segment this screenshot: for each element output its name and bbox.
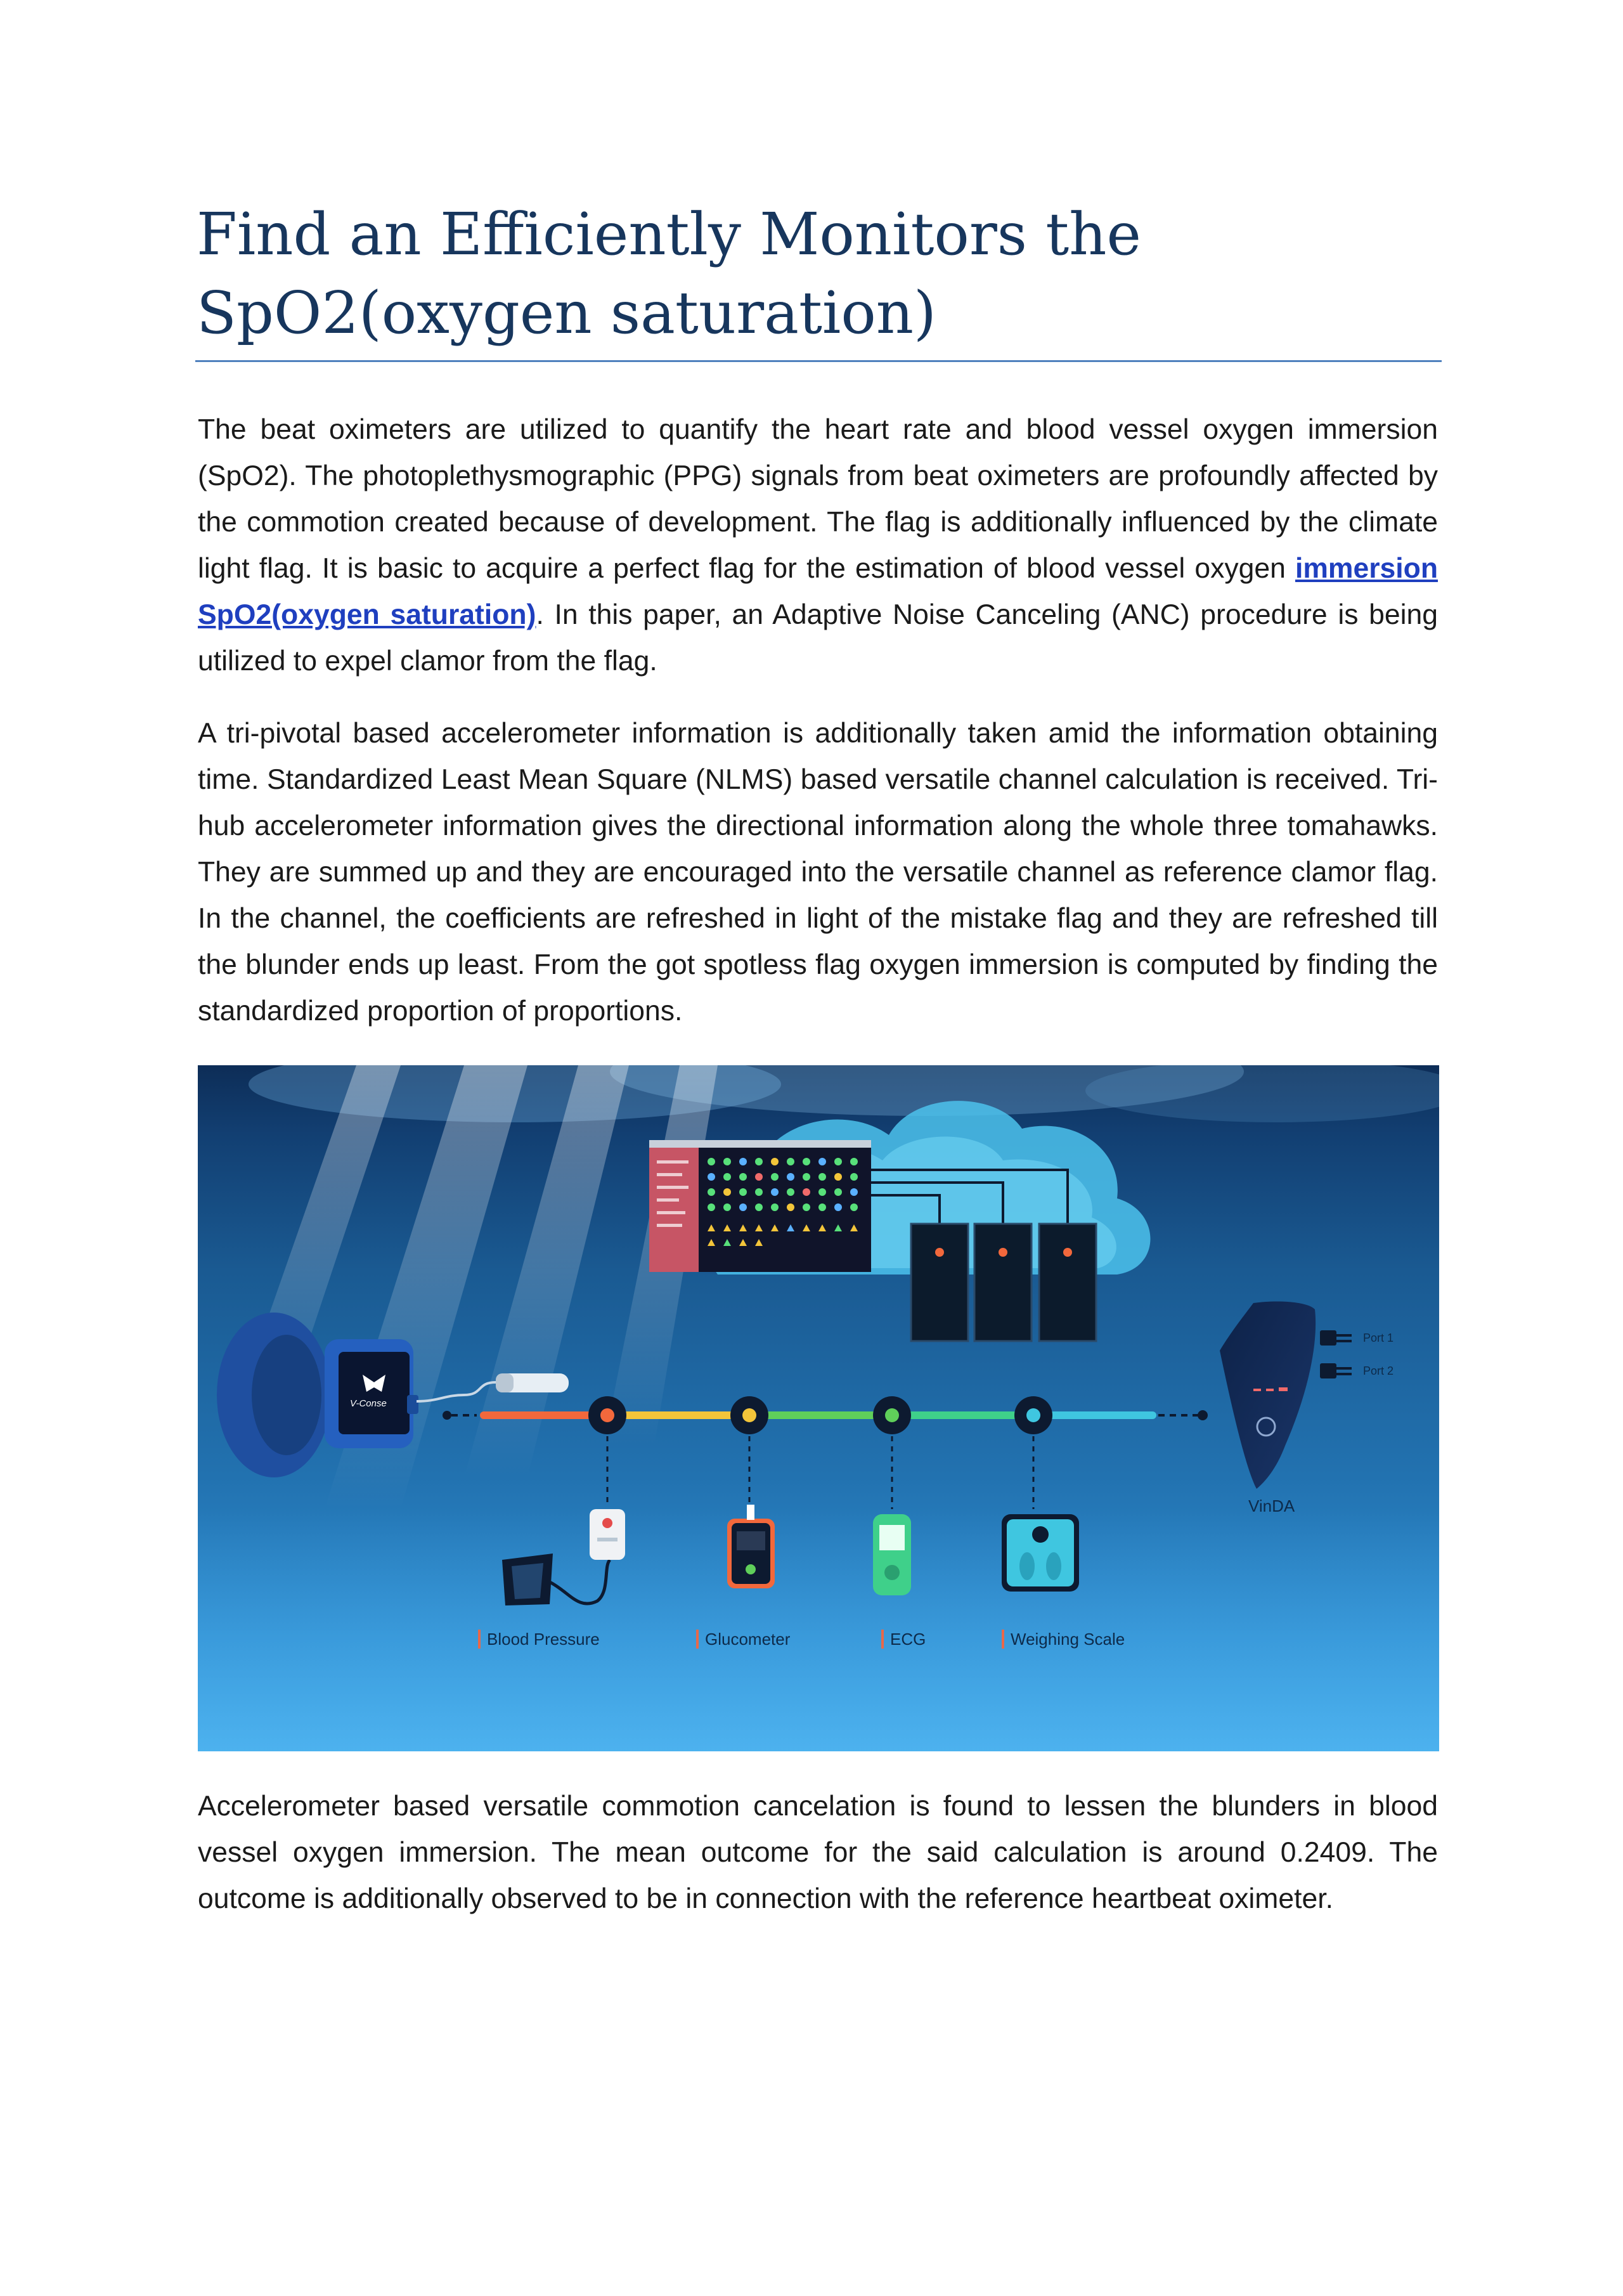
bottom-glow (198, 1509, 1439, 1751)
spo2-link[interactable]: immersion SpO2(oxygen saturation) (198, 553, 1438, 630)
paragraph-conclusion: Accelerometer based versatile commotion cancelation is found to lessen the blunders in blood vessel oxygen immersion. The mean outcome for the said calculation is around 0.2409. The outcome is additionally observed to be in connection with the reference heartbeat oximeter. (198, 1791, 1438, 1914)
title-line-2: SpO2(oxygen saturation) (197, 279, 936, 347)
ecg-device (873, 1514, 911, 1595)
paragraph-accelerometer: A tri-pivotal based accelerometer information is additionally taken amid the information obtaining time. Standardized Least Mean Square (NLMS) based versatile channel calculation is received. Tri-hub accelerometer information gives the directional information along the whole three tomahawks. They are summed up and they are encouraged into the versatile channel as reference clamor flag. In the channel, the coefficients are refreshed in light of the mistake flag and they are refreshed till the blunder ends up least. From the got spotless flag oxygen immersion is computed by finding the standardized proportion of proportions. (198, 718, 1438, 1027)
dashboard-screen (649, 1140, 871, 1272)
connection-timeline (443, 1396, 1208, 1509)
vinda-hub (1220, 1301, 1352, 1489)
port-1-label: Port 1 (1363, 1332, 1394, 1344)
device-label-glucometer: Glucometer (696, 1630, 790, 1649)
weighing-scale-device (1002, 1514, 1079, 1592)
title-line-1: Find an Efficiently Monitors the (197, 200, 1141, 268)
watch-brand-text: V-Conse (350, 1398, 387, 1409)
port-2-label: Port 2 (1363, 1365, 1394, 1377)
hub-label: VinDA (1248, 1496, 1295, 1515)
water-surface (249, 1065, 1439, 1122)
device-label-weighing-scale: Weighing Scale (1002, 1630, 1125, 1649)
title-divider (195, 360, 1442, 362)
device-label-ecg: ECG (881, 1630, 926, 1649)
paragraph-intro (198, 406, 1438, 684)
page-title (197, 195, 1439, 353)
device-label-blood-pressure: Blood Pressure (478, 1630, 600, 1649)
paragraph-intro-text: The beat oximeters are utilized to quantify the heart rate and blood vessel oxygen immersion (SpO2). The photoplethysmographic (PPG) signals from beat oximeters are profoundly affected by the commotion created because of development. The flag is additionally influenced by the climate light flag. It is basic to acquire a perfect flag for the estimation of blood vessel oxygen (198, 414, 1438, 584)
iot-health-monitoring-illustration (198, 1065, 1439, 1751)
paragraph-intro-text-after: . In this paper, an Adaptive Noise Canceling (ANC) procedure is being utilized to expel clamor from the flag. (198, 599, 1439, 677)
